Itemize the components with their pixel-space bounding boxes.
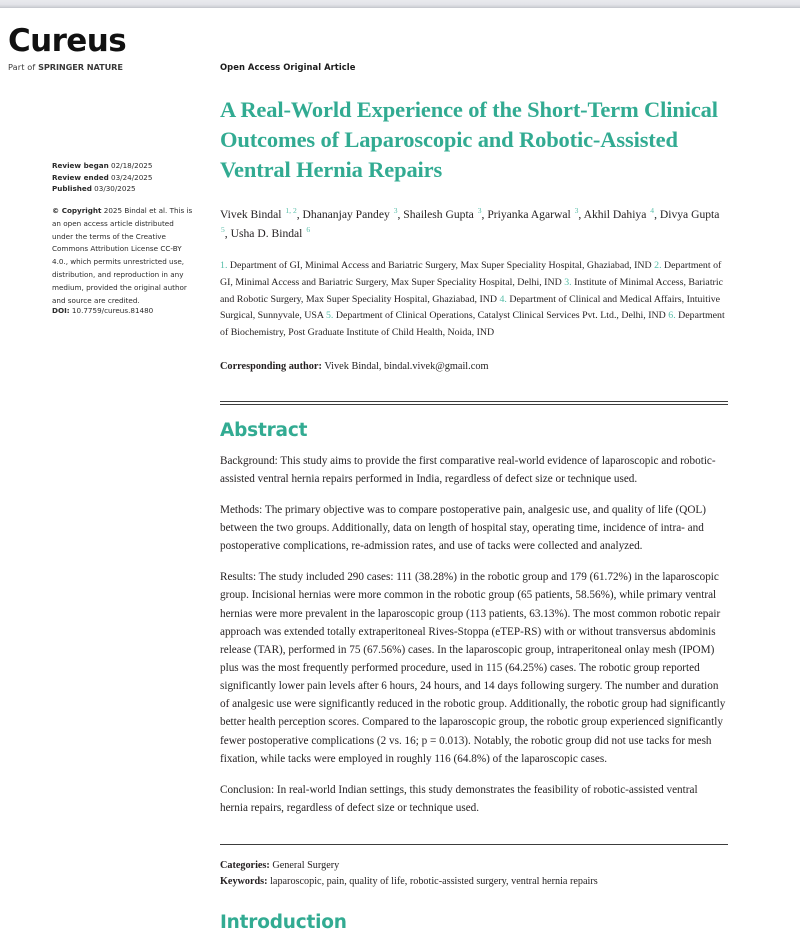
copyright-block: [52, 205, 195, 308]
author-affiliation-marker: 3: [574, 205, 579, 215]
springer-nature-tagline: [8, 62, 188, 72]
license-text: Bindal et al. This is an open access article distributed under the terms of the Creative Commons Attribution License CC-BY 4.0., which permits unrestricted use, distribution, and reproduction in any medium, provided the original author and source are credited.: [52, 206, 193, 305]
categories-label: Categories:: [220, 860, 270, 872]
published-label: Published: [52, 184, 92, 194]
author-separator: ,: [397, 207, 404, 221]
abstract-results: Results: The study included 290 cases: 111 (38.28%) in the robotic group and 179 (61.72%) in the laparoscopic group. Incisional hernias were more common in the robotic group (65 patients, 58.56%), while primary ventral hernias were more prevalent in the laparoscopic group (113 patients, 63.13%). The most common robotic repair approach was extended totally extraperitoneal Rives-Stoppa (eTEP-RS) with or without transversus abdominis release (TAR), performed in 75 (67.56%) cases. In the laparoscopic group, intraperitoneal onlay mesh (IPOM) plus was the most frequently performed procedure, used in 115 (64.25%) cases. The robotic group reported significantly lower pain levels after 6 hours, 24 hours, and 14 days following surgery. The number and duration of analgesic use were significantly reduced in the robotic group. Additionally, the robotic group had significantly better health perception scores. Compared to the laparoscopic group, the robotic group experienced significantly fewer postoperative complications (2 vs. 16; p = 0.013). Notably, the robotic group did not use tacks for mesh fixation, while tacks were employed in roughly 116 (64.8%) of the laparoscopic cases.: [220, 571, 726, 765]
author-name[interactable]: Shailesh Gupta: [403, 207, 477, 221]
tags-block: [220, 858, 728, 890]
cureus-logo[interactable]: [8, 23, 188, 72]
copyright-label: © Copyright: [52, 206, 102, 215]
review-dates-block: [52, 160, 192, 195]
browser-chrome-strip: [0, 0, 800, 8]
corresponding-author-value[interactable]: Vivek Bindal, bindal.vivek@gmail.com: [324, 360, 489, 372]
author-separator: ,: [578, 207, 584, 221]
page-title: A Real-World Experience of the Short-Term Clinical Outcomes of Laparoscopic and Robotic-Assisted Ventral Hernia Repairs: [220, 97, 718, 182]
author-separator: ,: [654, 207, 660, 221]
affiliation-number: 1.: [220, 260, 230, 272]
author-affiliation-marker: 1, 2: [285, 205, 297, 215]
author-name[interactable]: Priyanka Agarwal: [487, 207, 574, 221]
affiliation-text: Institute of Minimal Access, Bariatric and Robotic Surgery, Max Super Speciality Hospital, Ghaziabad, IND: [220, 276, 723, 305]
author-affiliation-marker: 5: [221, 224, 225, 234]
abstract-methods: Methods: The primary objective was to compare postoperative pain, analgesic use, and quality of life (QOL) between the two groups. Additionally, data on length of hospital stay, operating time, incidence of intra- and postoperative complications, re-admission rates, and use of tacks were collected and analyzed.: [220, 503, 706, 553]
author-name[interactable]: Vivek Bindal: [220, 207, 285, 221]
affiliation-text: Department of Clinical Operations, Catalyst Clinical Services Pvt. Ltd., Delhi, IND: [335, 310, 669, 322]
review-ended-row: [52, 172, 192, 184]
author-name[interactable]: Akhil Dahiya: [583, 207, 650, 221]
abstract-conclusion: Conclusion: In real-world Indian settings, this study demonstrates the feasibility of robotic-assisted ventral hernia repairs, regardless of defect size or technique used.: [220, 783, 698, 814]
abstract-divider: [220, 401, 728, 405]
doi-value[interactable]: 10.7759/cureus.81480: [71, 306, 154, 315]
author-list: [220, 206, 728, 244]
corresponding-author: [220, 359, 728, 374]
tags-divider: [220, 844, 728, 845]
article-page: [0, 8, 800, 933]
author-separator: ,: [481, 207, 488, 221]
affiliation-number: 6.: [668, 310, 679, 322]
doi-label: DOI:: [52, 306, 70, 315]
affiliation-number: 3.: [564, 276, 575, 288]
copyright-year: 2025: [103, 206, 123, 215]
author-affiliation-marker: 3: [393, 205, 398, 215]
affiliation-text: Department of Clinical and Medical Affairs, Intuitive Surgical, Sunnyvale, USA: [220, 293, 721, 322]
review-began-row: [52, 160, 192, 172]
author-name[interactable]: Usha D. Bindal: [230, 226, 306, 240]
abstract-background: Background: This study aims to provide the first comparative real-world evidence of laparoscopic and robotic-assisted ventral hernia repairs performed in India, regardless of defect size or technique used.: [220, 454, 716, 485]
published-row: [52, 183, 192, 195]
doi-block[interactable]: [52, 305, 202, 317]
keywords-label: Keywords:: [220, 876, 268, 888]
review-began-value: 02/18/2025: [111, 161, 153, 170]
author-name[interactable]: Divya Gupta: [659, 207, 720, 221]
affiliation-text: Department of Biochemistry, Post Graduate Institute of Child Health, Noida, IND: [220, 310, 725, 338]
author-affiliation-marker: 3: [477, 205, 482, 215]
cureus-wordmark: Cureus: [8, 23, 127, 59]
review-began-label: Review began: [52, 161, 109, 170]
article-type-kicker: Open Access Original Article: [220, 62, 356, 72]
author-affiliation-marker: 6: [306, 224, 311, 234]
affiliation-number: 5.: [325, 310, 336, 322]
author-separator: ,: [296, 207, 303, 221]
introduction-heading: Introduction: [220, 912, 347, 933]
affiliation-text: Department of GI, Minimal Access and Bariatric Surgery, Max Super Speciality Hospital, Ghaziabad, IND: [229, 260, 655, 272]
categories-value[interactable]: General Surgery: [272, 860, 340, 872]
affiliation-number: 4.: [499, 293, 510, 305]
corresponding-author-label: Corresponding author:: [220, 360, 322, 372]
affiliation-number: 2.: [654, 260, 664, 272]
published-value: 03/30/2025: [94, 184, 136, 194]
sidebar: [0, 8, 205, 814]
abstract-heading: Abstract: [220, 419, 308, 441]
keywords-row: [220, 874, 728, 890]
author-separator: ,: [224, 226, 231, 240]
review-ended-label: Review ended: [52, 172, 109, 182]
affiliation-text: Department of GI, Minimal Access and Bariatric Surgery, Max Super Speciality Hospital, Delhi, IND: [220, 260, 722, 288]
author-affiliation-marker: 4: [650, 205, 655, 215]
author-name[interactable]: Dhananjay Pandey: [302, 207, 393, 221]
keywords-value[interactable]: laparoscopic, pain, quality of life, robotic-assisted surgery, ventral hernia repairs: [270, 876, 598, 888]
affiliation-list: [220, 258, 728, 341]
springer-nature-wordmark: SPRINGER NATURE: [38, 62, 123, 72]
categories-row: [220, 858, 728, 874]
article-column: [220, 8, 728, 933]
review-ended-value: 03/24/2025: [111, 172, 153, 182]
tagline-prefix: Part of: [8, 62, 36, 72]
